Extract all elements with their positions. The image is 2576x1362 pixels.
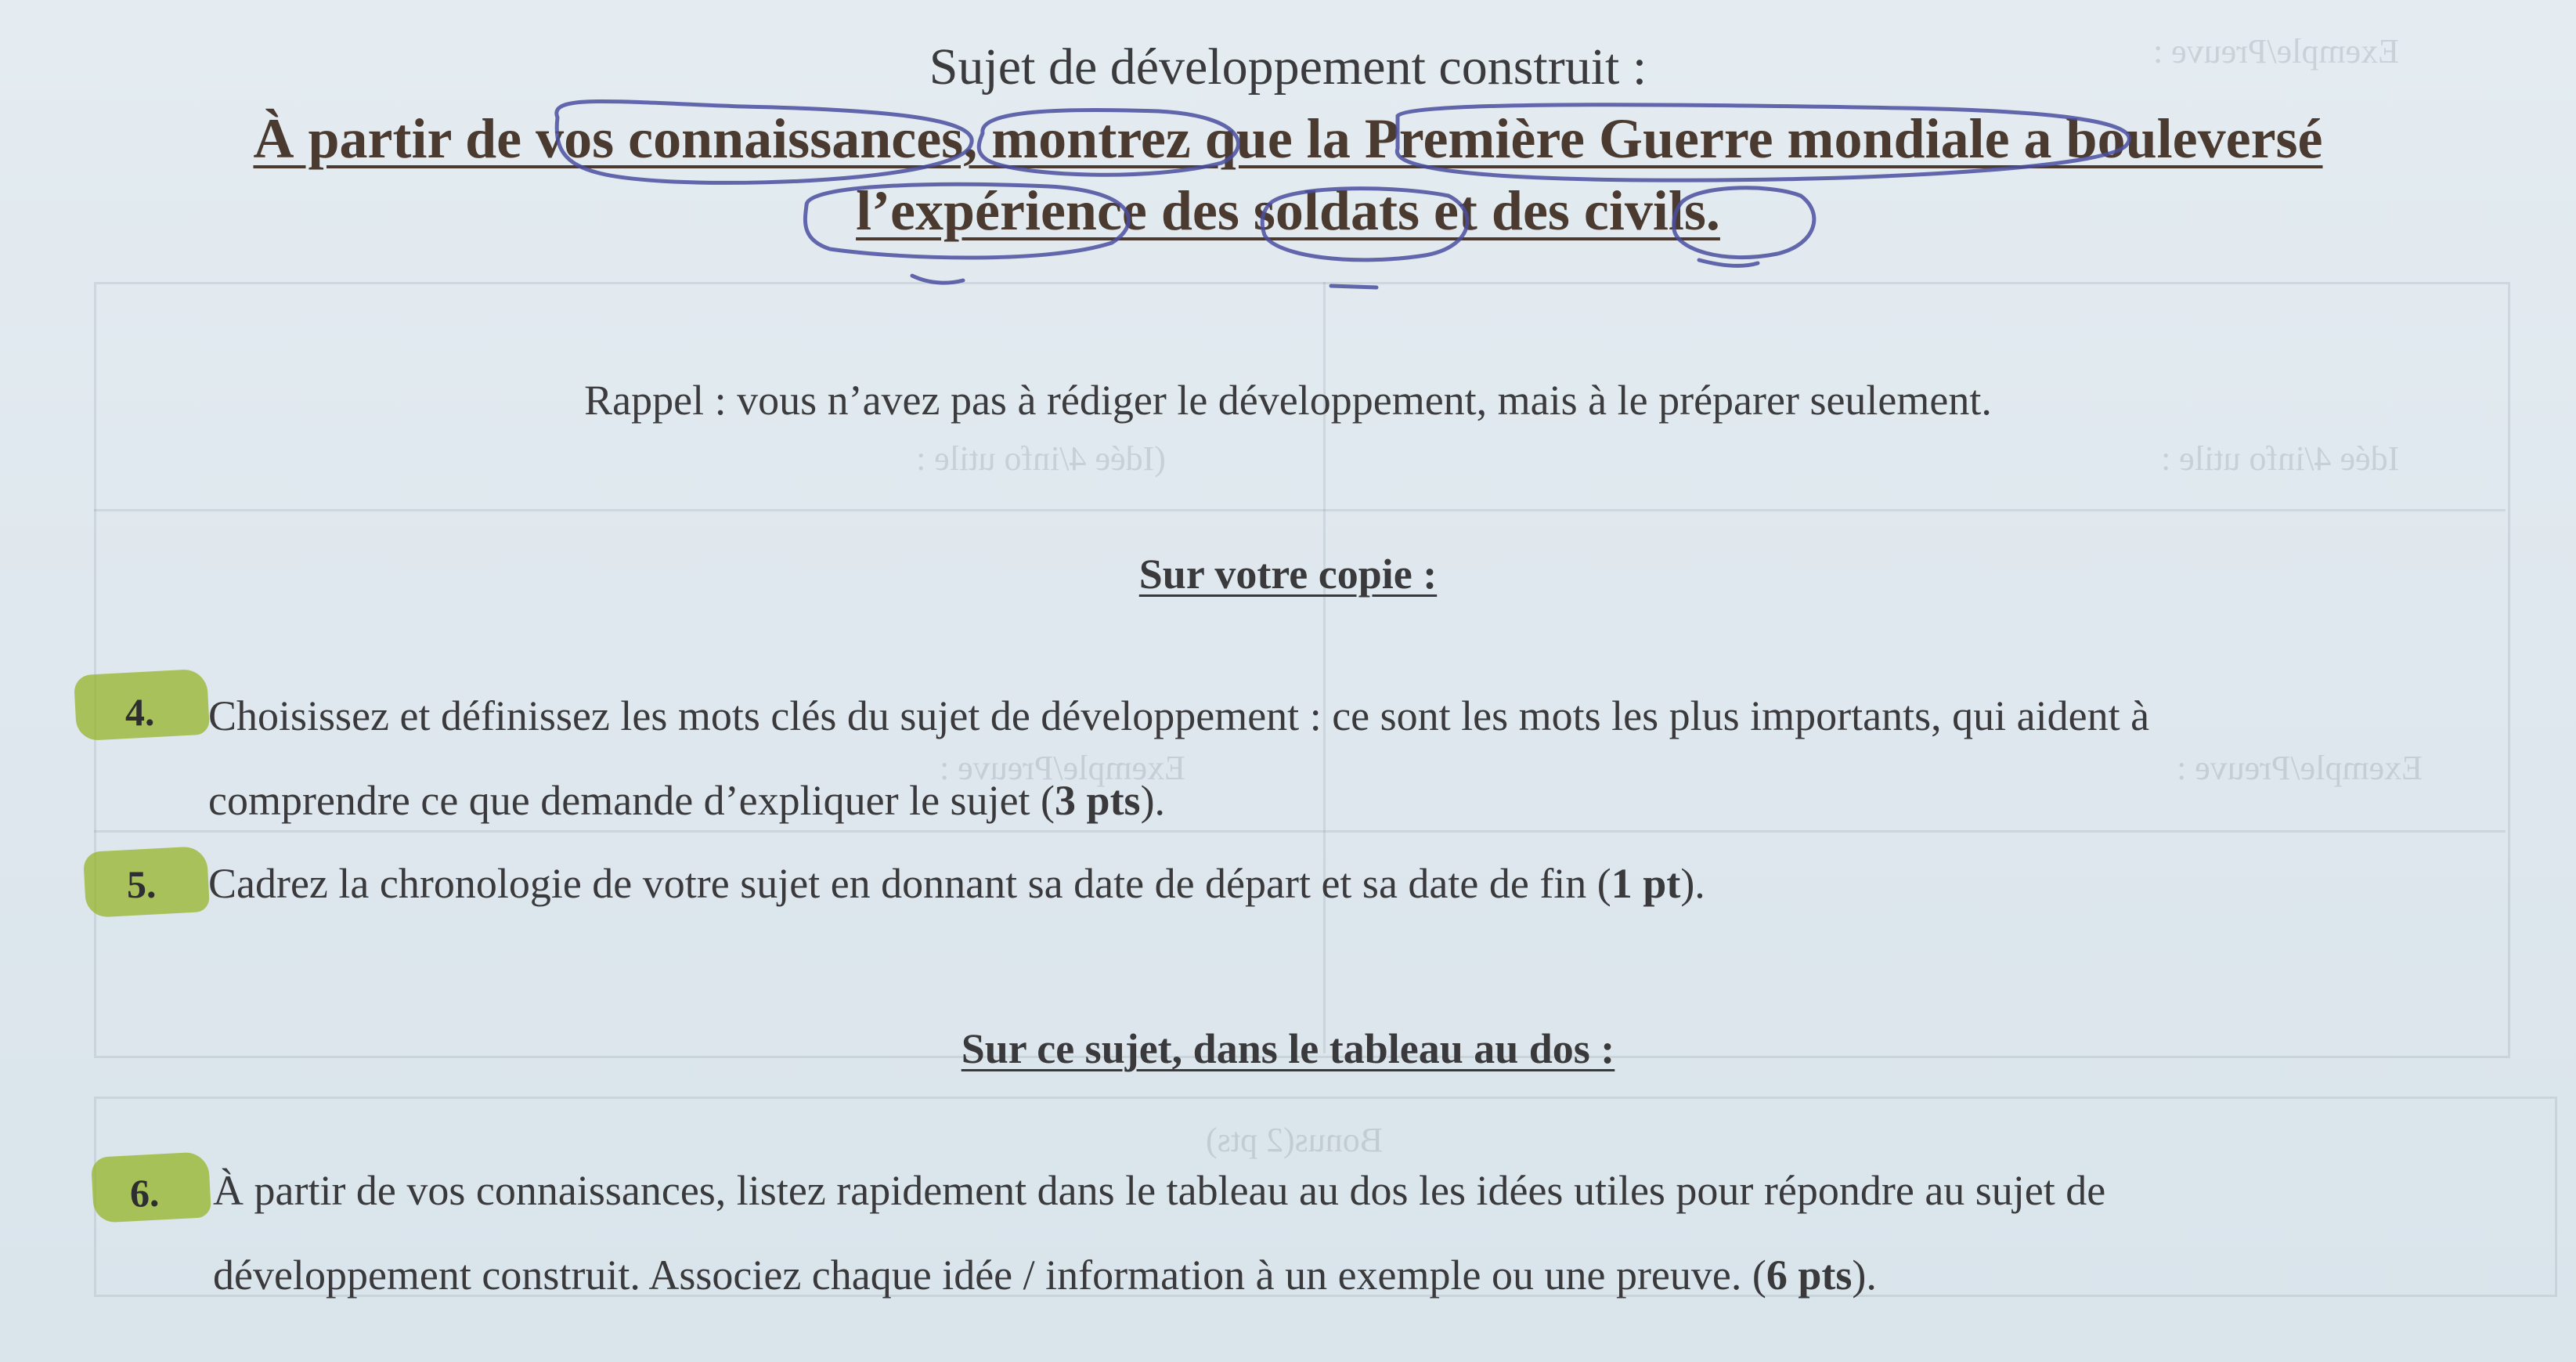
- question-6-points: 6 pts: [1766, 1252, 1853, 1299]
- question-5-line-1-text: Cadrez la chronologie de votre sujet en donnant sa date de départ et sa date de fin (: [208, 860, 1611, 907]
- circle-connaissances: [557, 101, 972, 182]
- question-6-number: 6.: [130, 1171, 160, 1215]
- section-title-copy: Sur votre copie :: [1138, 551, 1438, 598]
- circle-premiere-guerre-mondiale: [1397, 105, 2129, 180]
- subject-line-1: À partir de vos connaissances, montrez que la Première Guerre mondiale a bouleversé: [253, 107, 2323, 170]
- scribble-under-soldats: [1331, 286, 1376, 287]
- scribble-under-experience: [912, 276, 963, 283]
- question-5-number: 5.: [127, 862, 157, 906]
- show-through-text-bottom-center: Bonus(2 pts): [1206, 1121, 1384, 1159]
- circle-soldats: [1262, 189, 1467, 260]
- scribble-under-civils: [1699, 260, 1758, 266]
- reminder-text: Rappel : vous n’avez pas à rédiger le développement, mais à le préparer seulement.: [584, 377, 1992, 424]
- section-title-table: Sur ce sujet, dans le tableau au dos :: [961, 1025, 1615, 1072]
- question-4-points: 3 pts: [1055, 777, 1141, 824]
- question-4-number: 4.: [125, 690, 155, 734]
- show-through-text-mid-center-2: Exemple/Preuve :: [940, 749, 1186, 787]
- question-6-line-2-text: développement construit. Associez chaque idée / information à un exemple ou une preuve. (: [213, 1252, 1766, 1299]
- subject-heading: Sujet de développement construit :: [929, 38, 1647, 96]
- question-4-line-1: Choisissez et définissez les mots clés du sujet de développement : ce sont les mots les plus importants, qui aident à: [208, 692, 2150, 739]
- circle-civils: [1674, 188, 1814, 258]
- show-through-text-mid-right: Idée 4/info utile :: [2161, 439, 2400, 478]
- question-5-line-1-end: ).: [1680, 860, 1705, 907]
- show-through-text-mid-center: (Idée 4/info utile :: [916, 439, 1166, 478]
- circle-montrez: [979, 110, 1238, 175]
- question-6-line-1: À partir de vos connaissances, listez rapidement dans le tableau au dos les idées utiles pour répondre au sujet de: [213, 1167, 2106, 1214]
- circle-experience: [805, 184, 1128, 258]
- question-6-line-2-end: ).: [1852, 1252, 1877, 1299]
- question-5-points: 1 pt: [1611, 860, 1681, 907]
- subject-line-2: l’expérience des soldats et des civils.: [856, 179, 1720, 242]
- show-through-text-top-right: Exemple/Preuve :: [2153, 32, 2400, 70]
- question-4-line-2-end: ).: [1140, 777, 1166, 824]
- show-through-text-right-2: Exemple/Preuve :: [2177, 749, 2423, 787]
- question-4-line-2-text: comprendre ce que demande d’expliquer le sujet (: [208, 777, 1055, 824]
